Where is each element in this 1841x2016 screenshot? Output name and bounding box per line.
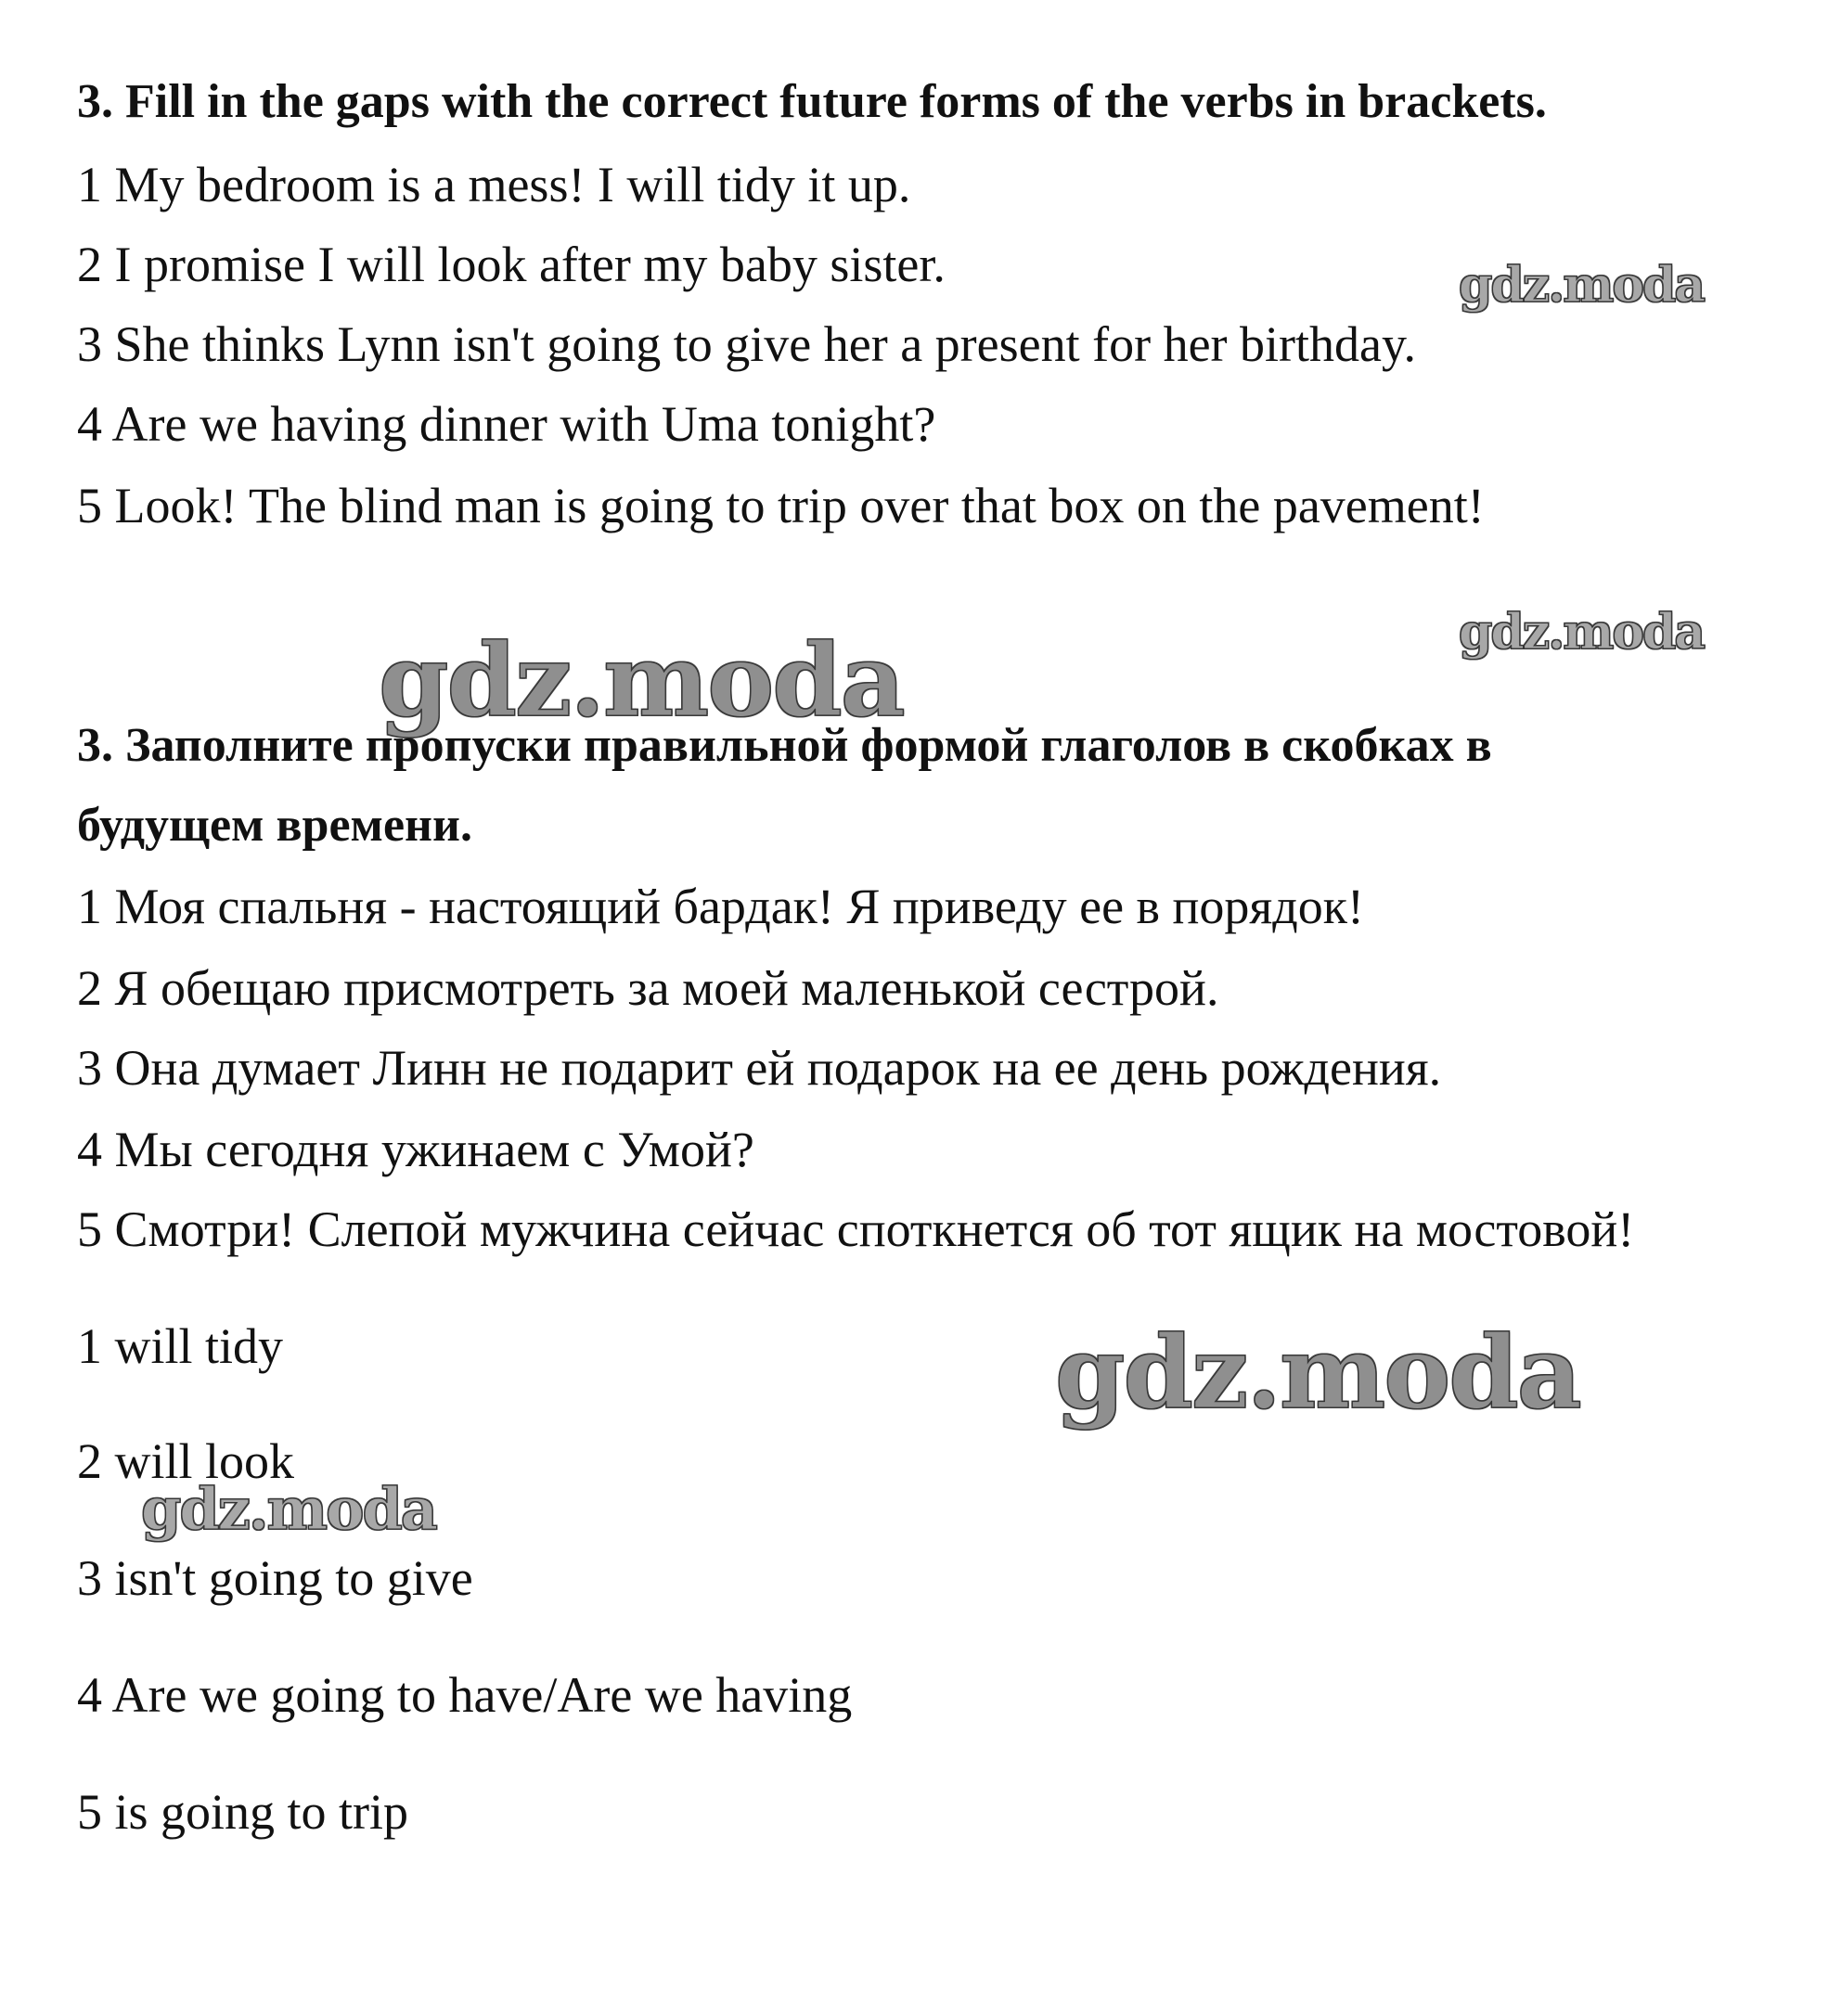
watermark-logo: gdz.moda [141,1475,436,1543]
russian-heading-continued: будущем времени. [77,799,472,852]
watermark-logo: gdz.moda [379,623,904,739]
russian-item: 2 Я обещаю присмотреть за моей маленькой сестрой. [77,960,1219,1016]
watermark-logo: gdz.moda [1459,257,1705,314]
answer-item: 1 will tidy [77,1318,284,1374]
russian-heading: 3. Заполните пропуски правильной формой глаголов в скобках в [77,719,1492,772]
english-item: 1 My bedroom is a mess! I will tidy it up. [77,157,911,212]
watermark-logo: gdz.moda [1055,1315,1580,1432]
answer-item: 4 Are we going to have/Are we having [77,1667,853,1723]
russian-item: 1 Моя спальня - настоящий бардак! Я приведу ее в порядок! [77,879,1364,934]
answer-item: 2 will look [77,1433,295,1489]
english-item: 5 Look! The blind man is going to trip over that box on the pavement! [77,478,1485,533]
answer-item: 3 isn't going to give [77,1550,473,1606]
russian-item: 3 Она думает Линн не подарит ей подарок на ее день рождения. [77,1040,1442,1096]
english-item: 3 She thinks Lynn isn't going to give her a present for her birthday. [77,316,1416,372]
russian-item: 4 Мы сегодня ужинаем с Умой? [77,1122,754,1177]
watermark-logo: gdz.moda [1459,604,1705,661]
russian-item: 5 Смотри! Слепой мужчина сейчас споткнется об тот ящик на мостовой! [77,1201,1635,1257]
english-item: 2 I promise I will look after my baby sister. [77,237,946,292]
answer-item: 5 is going to trip [77,1784,409,1840]
english-heading: 3. Fill in the gaps with the correct future forms of the verbs in brackets. [77,75,1547,128]
english-item: 4 Are we having dinner with Uma tonight? [77,396,936,452]
